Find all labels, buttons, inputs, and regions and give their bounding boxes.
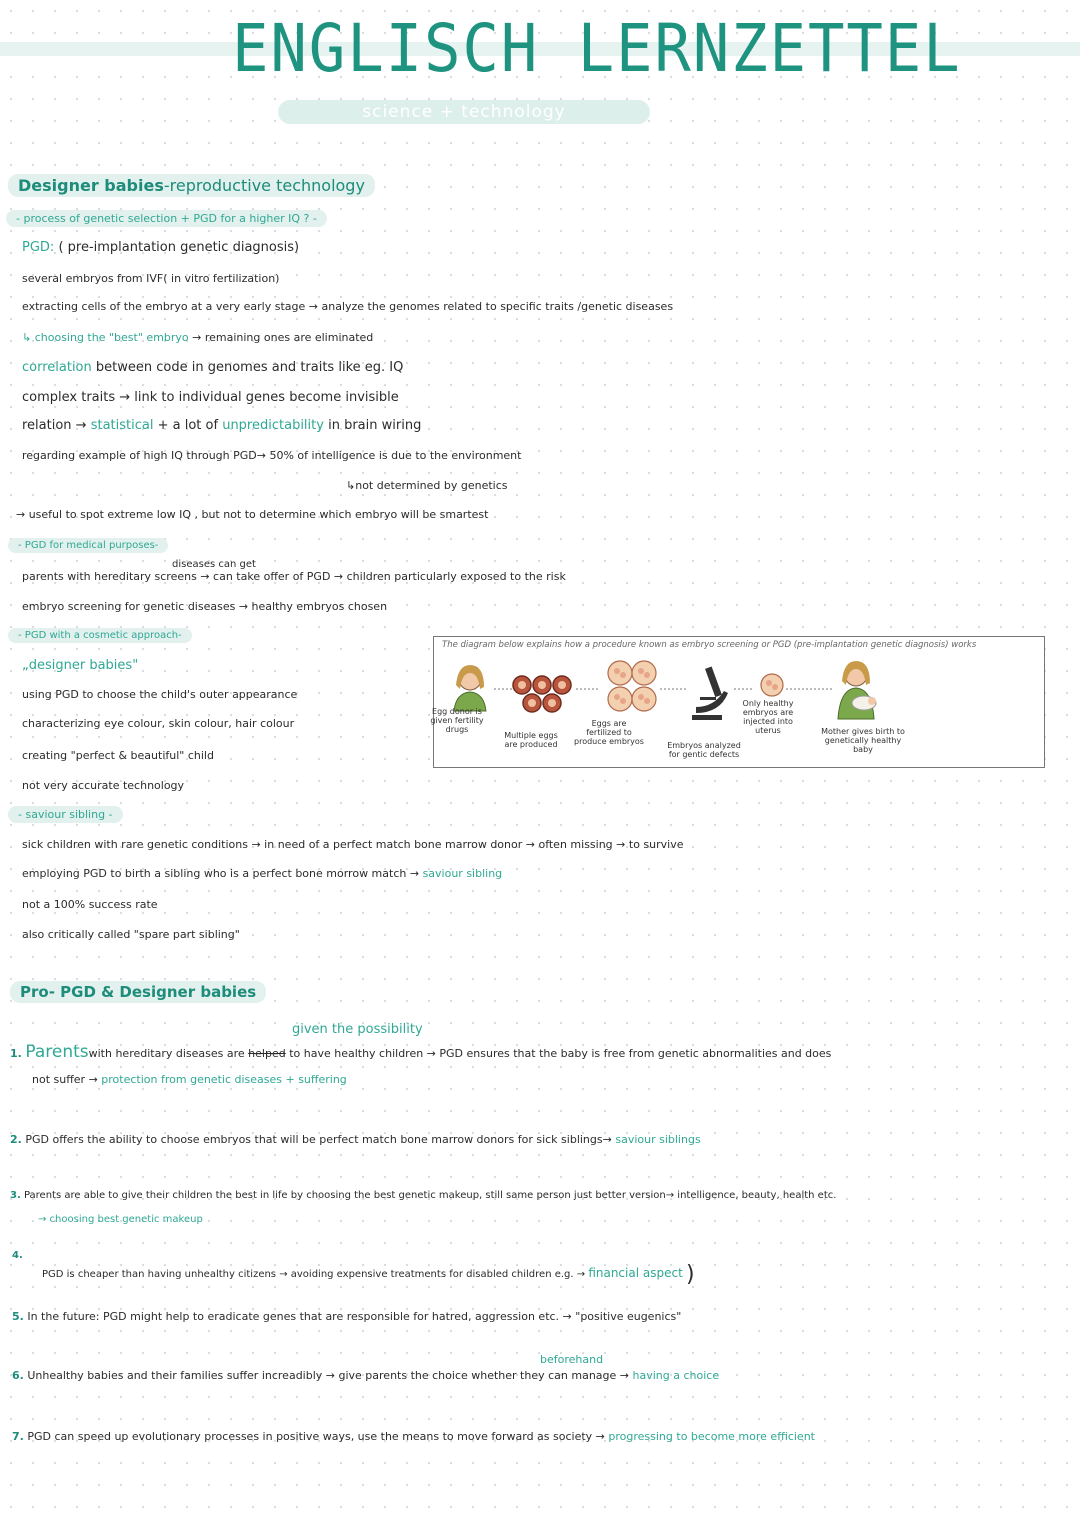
pro-argument-3: 3. Parents are able to give their children the best in life by choosing the best genetic makeup, still same person just better version→ intelligence, beauty, health etc. [10,1190,837,1201]
subheading-saviour-sibling: - saviour sibling - [8,808,123,821]
note-line: sick children with rare genetic conditions → in need of a perfect match bone marrow donor → often missing → to survive [22,838,684,851]
note-line: not a 100% success rate [22,898,158,911]
note-line: „designer babies" [22,658,139,673]
subheading-medical-purposes: - PGD for medical purposes- [8,540,168,551]
note-line: using PGD to choose the child's outer appearance [22,688,298,701]
step-label-analyzed: Embryos analyzed for gentic defects [667,741,741,759]
pro-argument-3-note: → choosing best genetic makeup [38,1214,203,1225]
pgd-definition: PGD: ( pre-implantation genetic diagnosis) [22,240,300,255]
note-line: relation → statistical + a lot of unpredictability in brain wiring [22,418,422,433]
subheading-genetic-selection: - process of genetic selection + PGD for a higher IQ ? - [6,212,327,225]
note-line: extracting cells of the embryo at a very early stage → analyze the genomes related to specific traits /genetic diseases [22,300,674,313]
section-heading-designer-babies: Designer babies-reproductive technology [8,176,375,195]
step-label-multiple-eggs: Multiple eggs are produced [504,731,558,749]
subheading-cosmetic-approach: - PGD with a cosmetic approach- [8,630,192,641]
egg-donor-figure-icon [454,665,486,711]
step-label-mother-birth: Mother gives birth to genetically healthy baby [821,727,905,754]
note-line: characterizing eye colour, skin colour, hair colour [22,717,295,730]
note-line: also critically called "spare part sibling" [22,928,240,941]
diagram-caption: The diagram below explains how a procedure known as embryo screening or PGD (pre-implantation genetic diagnosis) works [442,640,977,650]
step-label-fertilized: Eggs are fertilized to produce embryos [574,719,644,746]
note-line: not very accurate technology [22,779,185,792]
pro-argument-5: 5. In the future: PGD might help to eradicate genes that are responsible for hatred, aggression etc. → "positive eugenics" [12,1310,682,1323]
note-line: ↳ choosing the "best" embryo → remaining ones are eliminated [22,331,374,344]
healthy-embryo-icon [761,674,783,696]
note-line: several embryos from IVF( in vitro fertilization) [22,272,280,285]
note-line: parents with hereditary screens → can take offer of PGD → children particularly exposed to the risk [22,570,566,583]
note-line: ↳not determined by genetics [346,479,508,492]
pro-argument-7: 7. PGD can speed up evolutionary processes in positive ways, use the means to move forward as society → progressing to become more efficient [12,1430,815,1443]
step-label-injected: Only healthy embryos are injected into uterus [742,699,794,735]
pro-argument-1-cont: not suffer → protection from genetic diseases + suffering [32,1073,347,1086]
embryos-icon [608,661,656,711]
note-line: regarding example of high IQ through PGD→ 50% of intelligence is due to the environment [22,449,522,462]
note-line: → useful to spot extreme low IQ , but not to determine which embryo will be smartest [16,508,489,521]
pro-argument-4: PGD is cheaper than having unhealthy citizens → avoiding expensive treatments for disabled children e.g. → financial aspect ) [42,1262,695,1287]
section-heading-pro-pgd: Pro- PGD & Designer babies [10,983,266,1001]
note-line: creating "perfect & beautiful" child [22,749,214,762]
bracket-glyph: ) [685,1262,695,1287]
step-label-egg-donor: Egg donor is given fertility drugs [430,707,484,734]
mother-and-baby-icon [838,661,876,719]
note-line: employing PGD to birth a sibling who is a perfect bone morrow match → saviour sibling [22,867,503,880]
page-subtitle: science + technology [278,100,650,124]
pgd-process-diagram [430,636,1045,768]
note-line: embryo screening for genetic diseases → healthy embryos chosen [22,600,388,613]
pro-argument-1: 1. Parentswith hereditary diseases are helped to have healthy children → PGD ensures that the baby is free from genetic abnormalities and does [10,1042,832,1062]
pro-argument-6: 6. Unhealthy babies and their families suffer increadibly → give parents the choice whether they can manage → having a choice [12,1369,720,1382]
annotation: given the possibility [292,1022,423,1037]
pro-argument-2: 2. PGD offers the ability to choose embryos that will be perfect match bone marrow donors for sick siblings→ saviour siblings [10,1133,701,1146]
note-line: complex traits → link to individual genes become invisible [22,390,399,405]
microscope-icon [692,667,728,720]
page-title: ENGLISCH LERNZETTEL [232,10,962,87]
note-line: correlation between code in genomes and traits like eg. IQ [22,360,404,375]
pro-argument-4-number: 4. [12,1250,23,1261]
annotation: beforehand [540,1353,604,1366]
annotation: diseases can get [172,559,256,570]
